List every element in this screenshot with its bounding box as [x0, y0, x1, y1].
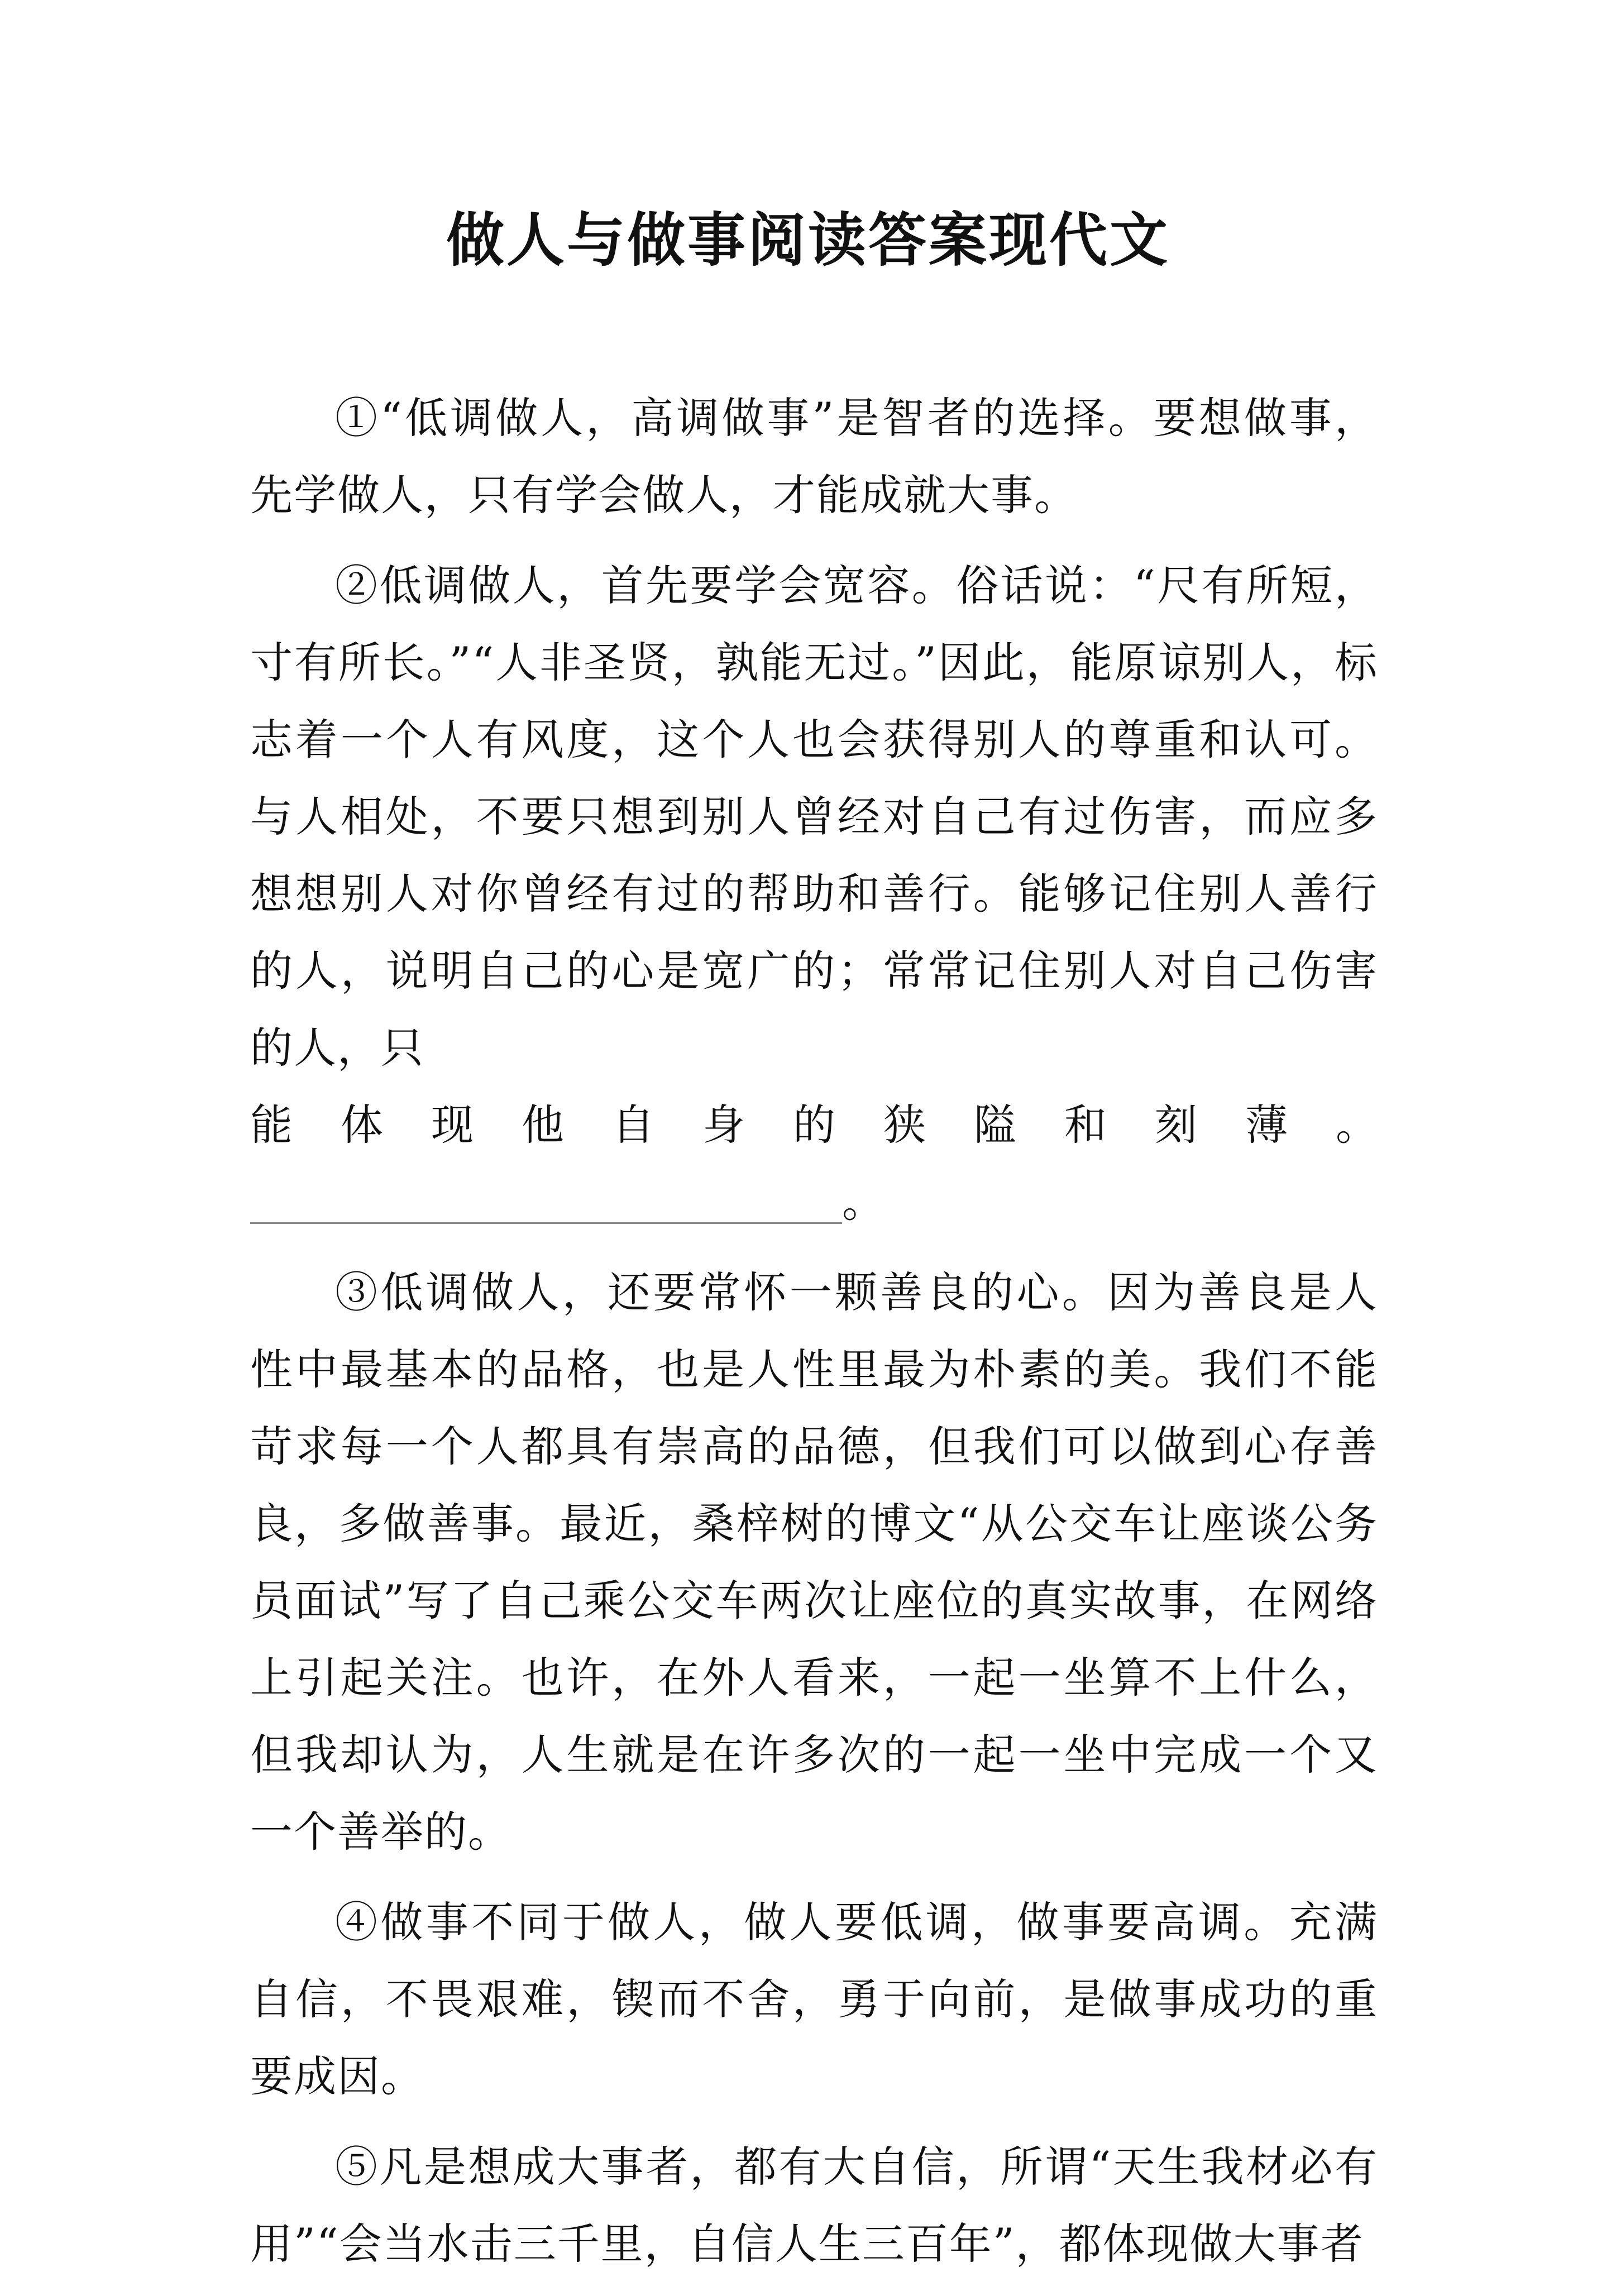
paragraph-3: ③低调做人，还要常怀一颗善良的心。因为善良是人性中最基本的品格，也是人性里最为朴素的美。我们不能苛求每一个人都具有崇高的品德，但我们可以做到心存善良，多做善事。最近，桑梓树的博文“从公交车让座谈公务员面试”写了自己乘公交车两次让座位的真实故事，在网络上引起关注。也许，在外人看来，一起一坐算不上什么，但我却认为，人生就是在许多次的一起一坐中完成一个又一个善举的。 [250, 1267, 1378, 1857]
paragraph-1: ①“低调做人，高调做事”是智者的选择。要想做事，先学做人，只有学会做人，才能成就大事。 [250, 393, 1378, 520]
document-title: 做人与做事阅读答案现代文 [446, 205, 1170, 274]
paragraph-5: ⑤凡是想成大事者，都有大自信，所谓“天生我材必有用”“会当水击三千里，自信人生三百年”，都体现做大事者 [250, 2142, 1378, 2269]
spread-char: 和 [1064, 1100, 1107, 1150]
spread-char: 他 [522, 1100, 564, 1150]
spread-char: 隘 [974, 1100, 1016, 1150]
spread-char: 薄 [1245, 1100, 1288, 1150]
answer-blank [250, 1222, 842, 1224]
spread-char: 现 [431, 1100, 474, 1150]
spread-char: 刻 [1155, 1100, 1197, 1150]
paragraph-2: ②低调做人，首先要学会宽容。俗话说：“尺有所短，寸有所长。”“人非圣贤，孰能无过。”因此，能原谅别人，标志着一个人有风度，这个人也会获得别人的尊重和认可。与人相处，不要只想到别人曾经对自己有过伤害，而应多想想别人对你曾经有过的帮助和善行。能够记住别人善行的人，说明自己的心是宽广的；常常记住别人对自己伤害的人，只 [250, 561, 1378, 1073]
paragraph-2-spread-line [250, 1087, 1378, 1164]
spread-char: 体 [341, 1100, 383, 1150]
spread-char: 狭 [883, 1100, 926, 1150]
answer-blank-line [250, 1164, 1378, 1241]
spread-char: 能 [250, 1100, 293, 1150]
document-body [250, 380, 1378, 2296]
blank-suffix: 。 [842, 1177, 885, 1227]
spread-char: 身 [702, 1100, 745, 1150]
spread-char: 自 [612, 1100, 654, 1150]
paragraph-4: ④做事不同于做人，做人要低调，做事要高调。充满自信，不畏艰难，锲而不舍，勇于向前，是做事成功的重要成因。 [250, 1897, 1378, 2101]
spread-char: 的 [793, 1100, 835, 1150]
spread-char: 。 [1336, 1100, 1378, 1150]
